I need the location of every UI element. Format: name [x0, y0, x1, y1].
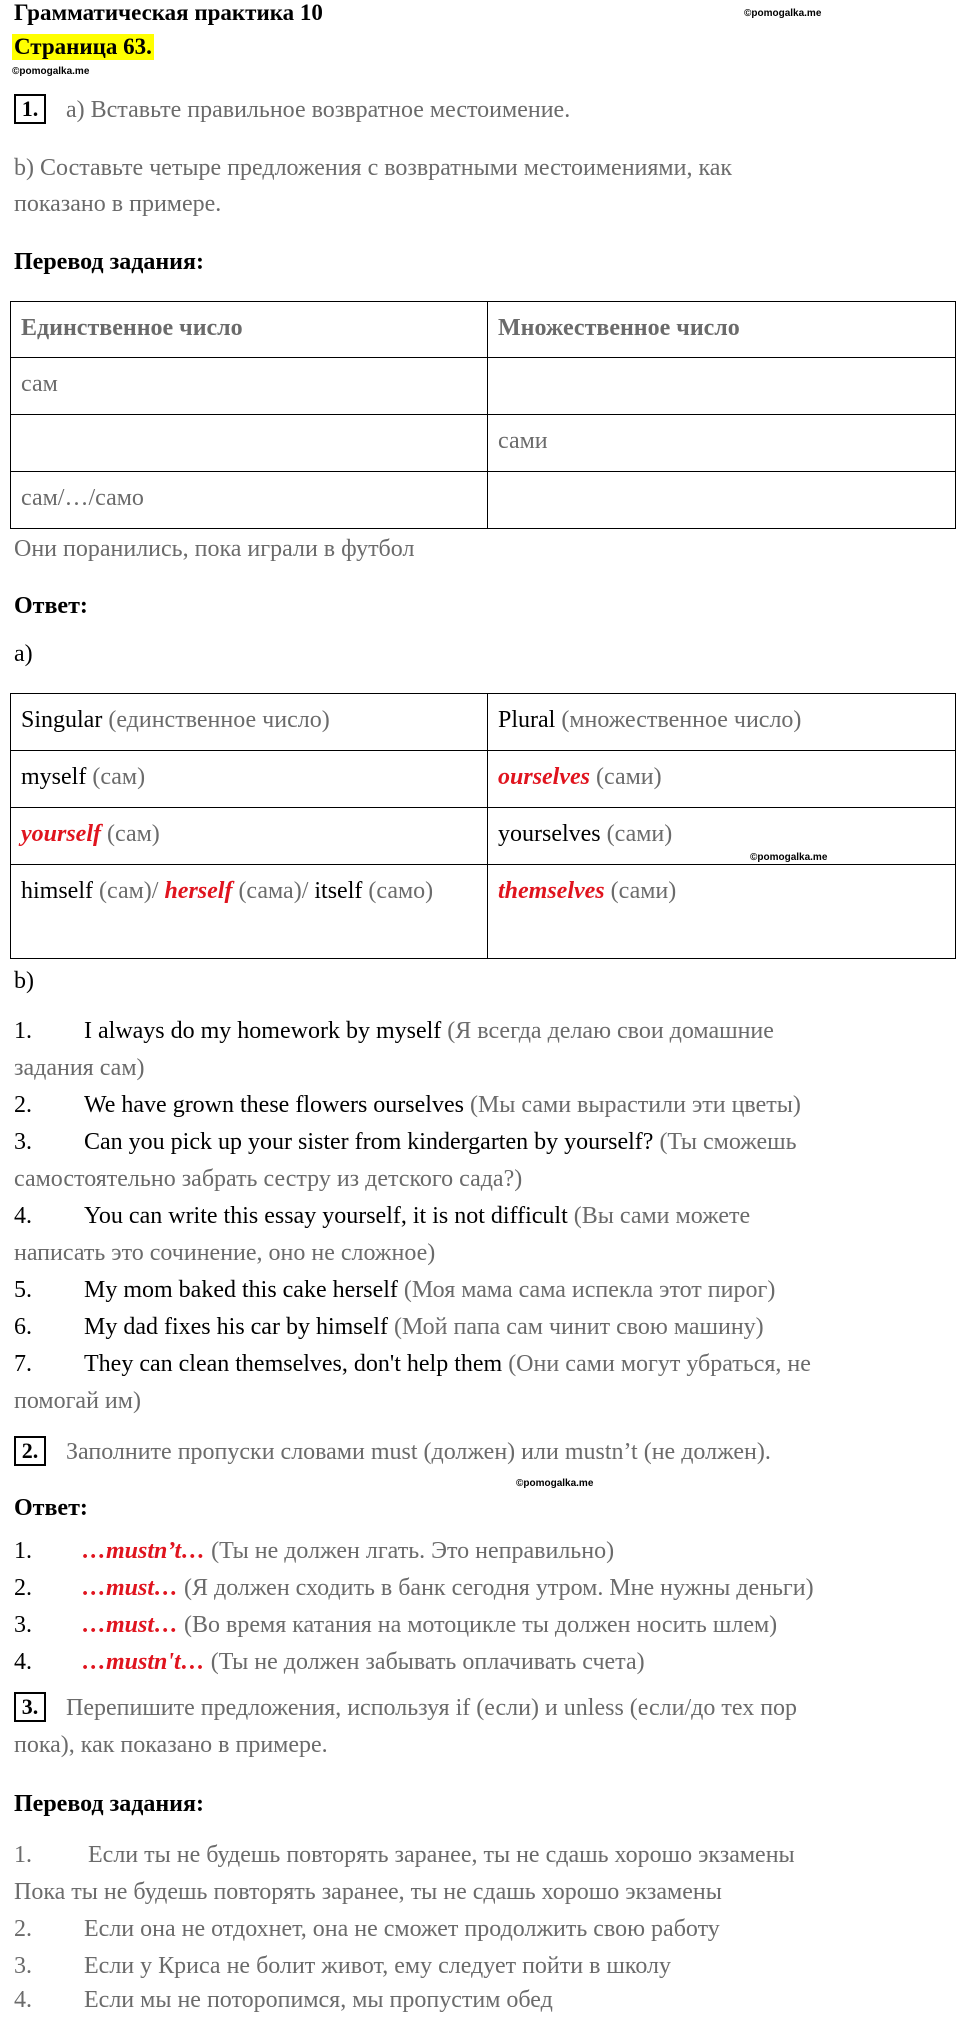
section-heading: Перевод задания: — [14, 1791, 204, 1817]
ru-text: (единственное число) — [108, 707, 330, 733]
ru-text: (Вы сами можете — [573, 1203, 751, 1229]
table-header-cell: Множественное число — [488, 302, 956, 358]
ru-text: написать это сочинение, оно не сложное) — [14, 1240, 436, 1266]
task-number-box: 2. — [14, 1436, 46, 1466]
table-header-cell — [11, 694, 488, 751]
item-number: 1. — [14, 1018, 32, 1044]
table-header-cell — [488, 694, 956, 751]
item-number: 3. — [14, 1129, 32, 1155]
table-cell — [11, 808, 488, 865]
list-item — [14, 1649, 645, 1676]
en-text: My dad fixes his car by himself — [84, 1314, 388, 1340]
ru-text: (Я должен сходить в банк сегодня утром. Мне нужны деньги) — [184, 1575, 814, 1601]
answer-word: …must… — [82, 1575, 179, 1601]
item-number: 4. — [14, 1203, 32, 1229]
page-number-label: Страница 63. — [14, 34, 152, 59]
part-label: a) — [14, 641, 33, 667]
answer-word: …mustn’t… — [82, 1538, 206, 1564]
en-text: They can clean themselves, don't help them — [84, 1351, 503, 1377]
watermark: ©pomogalka.me — [516, 1478, 594, 1489]
item-number: 1. — [14, 1538, 32, 1564]
ru-text: (Ты не должен лгать. Это неправильно) — [211, 1538, 615, 1564]
item-number: 4. — [14, 1987, 32, 2013]
item-number: 6. — [14, 1314, 32, 1340]
en-text: You can write this essay yourself, it is not difficult — [84, 1203, 568, 1229]
table-cell — [488, 808, 956, 865]
item-text: Если мы не поторопимся, мы пропустим обед — [84, 1987, 553, 2013]
item-text: Если ты не будешь повторять заранее, ты не сдашь хорошо экзамены — [88, 1842, 795, 1868]
answer-word: …must… — [82, 1612, 179, 1638]
en-text: My mom baked this cake herself — [84, 1277, 398, 1303]
item-number: 1. — [14, 1842, 32, 1868]
ru-text: (Они сами могут убраться, не — [508, 1351, 811, 1377]
en-text: Plural — [498, 707, 556, 733]
table-cell — [488, 751, 956, 808]
en-text: itself — [314, 878, 363, 904]
ru-text: (сами) — [610, 878, 677, 904]
list-item — [14, 1879, 722, 1906]
list-item — [14, 1953, 671, 1980]
list-item — [14, 1018, 774, 1045]
answer-word: ourselves — [498, 764, 590, 790]
ru-text: (сами) — [606, 821, 673, 847]
item-number: 2. — [14, 1092, 32, 1118]
answer-word: …mustn't… — [82, 1649, 205, 1675]
task-number-box: 1. — [14, 94, 46, 124]
ru-text: (Ты сможешь — [659, 1129, 797, 1155]
ru-text: (Мы сами вырастили эти цветы) — [469, 1092, 801, 1118]
list-item — [14, 1314, 764, 1341]
example-sentence: Они поранились, пока играли в футбол — [14, 536, 415, 562]
part-label: b) — [14, 968, 34, 994]
item-number: 3. — [14, 1612, 32, 1638]
list-item — [14, 1203, 750, 1230]
answer-word: herself — [164, 878, 233, 904]
list-item — [14, 1612, 777, 1639]
en-pronoun-table — [10, 693, 956, 959]
en-text: myself — [21, 764, 87, 790]
item-number: 7. — [14, 1351, 32, 1377]
table-cell: сам — [11, 358, 488, 415]
ru-text: (сам)/ — [99, 878, 159, 904]
ru-text: (Моя мама сама испекла этот пирог) — [403, 1277, 776, 1303]
answer-word: yourself — [21, 821, 101, 847]
list-item — [14, 1538, 614, 1565]
item-text: Если у Криса не болит живот, ему следует пойти в школу — [84, 1953, 672, 1979]
table-cell — [11, 415, 488, 472]
list-item — [14, 1575, 814, 1602]
task-text: пока), как показано в примере. — [14, 1732, 328, 1758]
table-cell: сам/…/само — [11, 472, 488, 529]
table-header-cell: Единственное число — [11, 302, 488, 358]
ru-text: (Во время катания на мотоцикле ты должен носить шлем) — [184, 1612, 778, 1638]
en-text: Singular — [21, 707, 103, 733]
ru-text: (множественное число) — [561, 707, 802, 733]
table-cell — [488, 865, 956, 959]
item-text: Если она не отдохнет, она не сможет продолжить свою работу — [84, 1916, 720, 1942]
item-number: 2. — [14, 1575, 32, 1601]
item-number: 3. — [14, 1953, 32, 1979]
section-heading: Перевод задания: — [14, 249, 204, 275]
en-text: yourselves — [498, 821, 601, 847]
list-item — [14, 1129, 797, 1156]
list-item — [14, 1916, 720, 1943]
ru-text: (сама)/ — [238, 878, 309, 904]
en-text: Can you pick up your sister from kindergarten by yourself? — [84, 1129, 654, 1155]
ru-text: (само) — [368, 878, 434, 904]
task-text: Перепишите предложения, используя if (если) и unless (если/до тех пор — [66, 1695, 798, 1721]
ru-text: (сами) — [596, 764, 662, 790]
list-item — [14, 1277, 775, 1304]
ru-text: самостоятельно забрать сестру из детского сада?) — [14, 1166, 523, 1192]
ru-text: (Я всегда делаю свои домашние — [447, 1018, 774, 1044]
page-title: Грамматическая практика 10 — [14, 0, 323, 25]
item-number: 2. — [14, 1916, 32, 1942]
ru-text: (сам) — [92, 764, 146, 790]
item-number: 4. — [14, 1649, 32, 1675]
answer-word: themselves — [498, 878, 605, 904]
list-item — [14, 1092, 801, 1119]
watermark: ©pomogalka.me — [750, 852, 828, 863]
answer-heading: Ответ: — [14, 1495, 88, 1521]
en-text: himself — [21, 878, 93, 904]
table-cell — [11, 751, 488, 808]
task-text: b) Составьте четыре предложения с возвратными местоимениями, как — [14, 155, 733, 181]
ru-text: (Мой папа сам чинит свою машину) — [393, 1314, 764, 1340]
answer-heading: Ответ: — [14, 593, 88, 619]
ru-text: (Ты не должен забывать оплачивать счета) — [210, 1649, 645, 1675]
table-cell — [488, 358, 956, 415]
table-cell — [488, 472, 956, 529]
watermark: ©pomogalka.me — [744, 8, 822, 19]
ru-text: помогай им) — [14, 1388, 141, 1414]
list-item — [14, 1987, 553, 2014]
table-cell — [11, 865, 488, 959]
ru-text: задания сам) — [14, 1055, 145, 1081]
ru-text: (сам) — [107, 821, 160, 847]
en-text: I always do my homework by myself — [84, 1018, 442, 1044]
list-item — [14, 1842, 795, 1869]
list-item — [14, 1351, 811, 1378]
watermark: ©pomogalka.me — [12, 66, 90, 77]
task-number-box: 3. — [14, 1692, 46, 1722]
table-cell: сами — [488, 415, 956, 472]
task-text: показано в примере. — [14, 191, 222, 217]
item-text: Пока ты не будешь повторять заранее, ты не сдашь хорошо экзамены — [14, 1879, 722, 1905]
ru-pronoun-table — [10, 301, 956, 529]
task-text: Заполните пропуски словами must (должен) или mustn’t (не должен). — [66, 1439, 771, 1465]
en-text: We have grown these flowers ourselves — [84, 1092, 464, 1118]
item-number: 5. — [14, 1277, 32, 1303]
task-text: a) Вставьте правильное возвратное местоимение. — [66, 97, 571, 123]
